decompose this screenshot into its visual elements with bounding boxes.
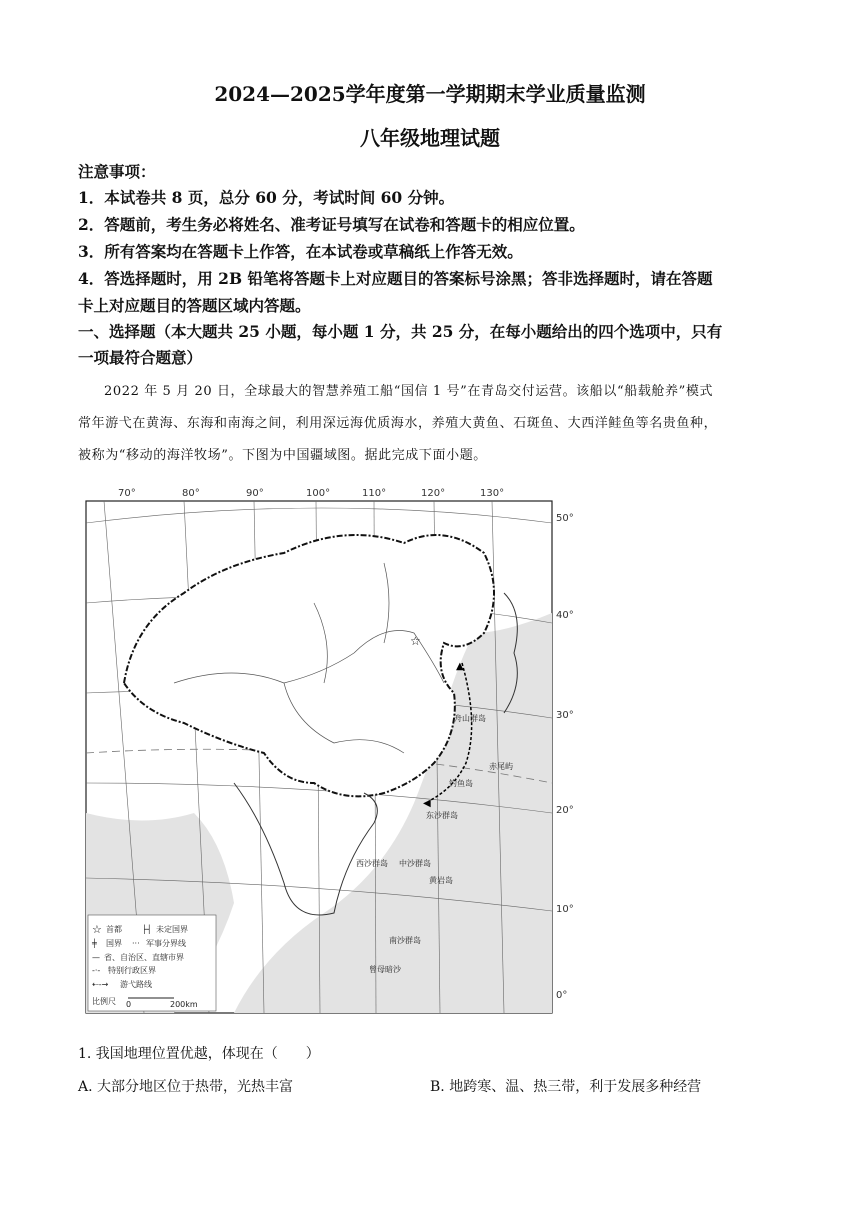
lon-label: 130°	[480, 488, 505, 499]
legend-capital-icon: ☆	[92, 923, 102, 936]
notice-item-2: 2．答题前，考生务必将姓名、准考证号填写在试卷和答题卡的相应位置。	[78, 215, 585, 234]
notice-item-4: 4．答选择题时，用 2B 铅笔将答题卡上对应题目的答案标号涂黑；答非选择题时，请在答题	[78, 269, 713, 288]
lat-label: 10°	[556, 904, 574, 915]
label-zhongsha: 中沙群岛	[399, 859, 431, 868]
legend-military: 军事分界线	[146, 939, 186, 948]
legend-sar-icon: -·-	[92, 966, 101, 975]
notice-item-4-cont: 卡上对应题目的答题区域内答题。	[78, 296, 311, 315]
lon-label: 110°	[362, 488, 387, 499]
lon-label: 90°	[246, 488, 264, 499]
lon-label: 80°	[182, 488, 200, 499]
lat-label: 30°	[556, 710, 574, 721]
question-1-option-b[interactable]: B. 地跨寒、温、热三带，利于发展多种经营	[430, 1079, 702, 1095]
legend-capital: 首都	[106, 925, 122, 934]
scale-label: 比例尺	[92, 997, 116, 1006]
legend-undetermined: 未定国界	[156, 925, 188, 934]
question-1-stem: 1. 我国地理位置优越，体现在（ ）	[78, 1046, 320, 1062]
route-arrow-icon: ▲	[456, 661, 464, 672]
lon-label: 100°	[306, 488, 331, 499]
legend-route-icon: ⇠-→	[92, 980, 109, 989]
lon-label: 120°	[421, 488, 446, 499]
scale-zero: 0	[126, 1000, 132, 1009]
legend-border-icon: ╪	[92, 939, 97, 948]
legend-undetermined-icon: ├┤	[142, 925, 152, 934]
lat-label: 0°	[556, 990, 568, 1001]
legend-military-icon: ···	[132, 939, 140, 948]
question-1-option-a[interactable]: A. 大部分地区位于热带，光热丰富	[78, 1079, 294, 1095]
notice-heading: 注意事项：	[78, 162, 156, 181]
label-xisha: 西沙群岛	[356, 859, 388, 868]
legend-province-icon: —	[92, 953, 100, 962]
lat-label: 20°	[556, 805, 574, 816]
label-huangyan: 黄岩岛	[429, 876, 453, 885]
passage-line-3: 被称为“移动的海洋牧场”。下图为中国疆域图。据此完成下面小题。	[78, 448, 487, 463]
passage-line-1: 2022 年 5 月 20 日，全球最大的智慧养殖工船“国信 1 号”在青岛交付运营。该船以“船载舱养”模式	[104, 384, 714, 399]
notice-item-3: 3．所有答案均在答题卡上作答，在本试卷或草稿纸上作答无效。	[78, 242, 523, 261]
passage-line-2: 常年游弋在黄海、东海和南海之间，利用深远海优质海水，养殖大黄鱼、石斑鱼、大西洋鲑鱼等名贵鱼种，	[78, 416, 718, 431]
china-territory-map	[84, 483, 584, 1018]
section-heading: 一、选择题（本大题共 25 小题，每小题 1 分，共 25 分，在每小题给出的四个选项中，只有	[78, 322, 723, 341]
capital-icon: ☆	[410, 634, 421, 648]
lat-label: 50°	[556, 513, 574, 524]
legend-sar: 特别行政区界	[108, 966, 156, 975]
label-zhoushan: 舟山群岛	[454, 714, 486, 723]
lon-label: 70°	[118, 488, 136, 499]
label-dongsha: 东沙群岛	[426, 811, 458, 820]
legend-route: 游弋路线	[120, 980, 152, 989]
label-zengmu: 曾母暗沙	[369, 965, 401, 974]
lat-label: 40°	[556, 610, 574, 621]
exam-subtitle: 八年级地理试题	[360, 126, 500, 150]
label-nansha: 南沙群岛	[389, 936, 421, 945]
legend-border: 国界	[106, 939, 122, 948]
legend-province: 省、自治区、直辖市界	[104, 953, 184, 962]
label-diaoyu: 钓鱼岛	[449, 779, 473, 788]
route-arrow-icon: ◀	[423, 798, 431, 809]
scale-value: 200km	[170, 1000, 198, 1009]
notice-item-1: 1．本试卷共 8 页，总分 60 分，考试时间 60 分钟。	[78, 188, 455, 207]
exam-title: 2024—2025学年度第一学期期末学业质量监测	[214, 82, 646, 106]
section-heading-cont: 一项最符合题意）	[78, 348, 203, 367]
label-chiwei: 赤尾屿	[489, 762, 513, 771]
map-legend	[88, 915, 216, 1011]
